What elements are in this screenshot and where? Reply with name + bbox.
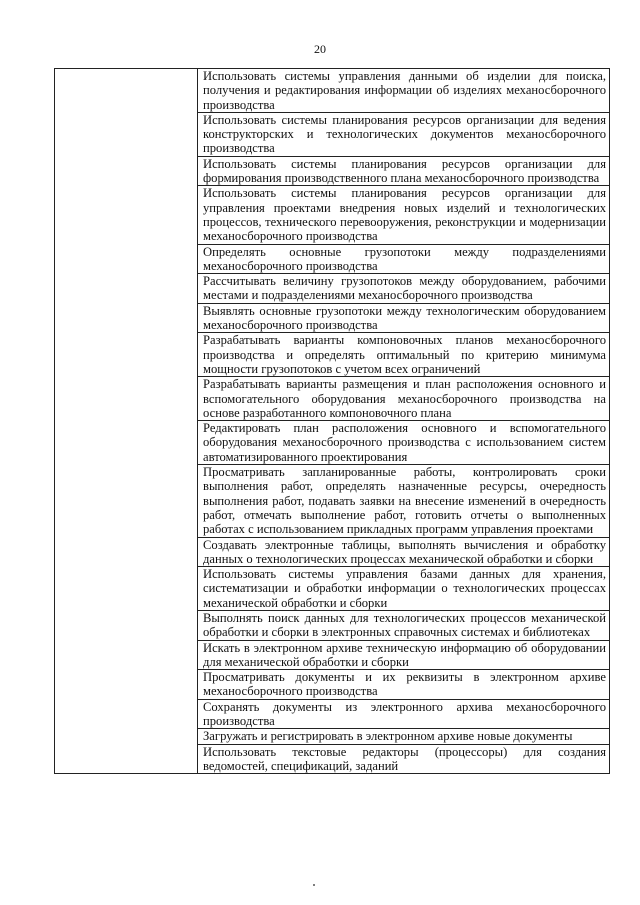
- skill-cell: [198, 729, 610, 744]
- scan-speck: [313, 884, 315, 886]
- skill-text: Выполнять поиск данных для технологических процессов механической обработки и сборки в электронных справочных системах и библиотеках: [203, 610, 606, 640]
- skill-cell: [198, 465, 610, 537]
- skill-cell: [198, 186, 610, 244]
- skill-cell: [198, 69, 610, 113]
- skill-text: Разрабатывать варианты размещения и план расположения основного и вспомогательного оборудования механосборочного производства на основе разработанного компоновочного плана: [203, 377, 606, 420]
- skill-cell: [198, 610, 610, 640]
- skill-cell: [198, 421, 610, 465]
- skill-text: Просматривать запланированные работы, контролировать сроки выполнения работ, определять назначенные ресурсы, очередность выполнения работ, подавать заявки на внесение изменений в очередность работ, отмечать выполнение работ, готовить отчеты о выполненных работах с использованием прикладных программ управления проектами: [203, 465, 606, 537]
- skill-cell: [198, 537, 610, 567]
- skill-cell: [198, 333, 610, 377]
- skill-cell: [198, 670, 610, 700]
- skill-cell: [198, 744, 610, 774]
- skill-text: Использовать системы планирования ресурсов организации для формирования производственного плана механосборочного производства: [203, 156, 606, 186]
- skill-text: Выявлять основные грузопотоки между технологическим оборудованием механосборочного производства: [203, 303, 606, 333]
- skill-cell: [198, 274, 610, 304]
- skill-text: Загружать и регистрировать в электронном архиве новые документы: [203, 729, 573, 744]
- skill-cell: [198, 699, 610, 729]
- skill-text: Искать в электронном архиве техническую информацию об оборудовании для механической обработки и сборки: [203, 640, 606, 669]
- skill-text: Использовать системы планирования ресурсов организации для ведения конструкторских и технологических документов механосборочного производства: [203, 112, 606, 156]
- skill-cell: [198, 640, 610, 670]
- skills-table: [54, 68, 610, 774]
- skill-cell: [198, 244, 610, 274]
- skill-text: Использовать системы планирования ресурсов организации для управления проектами внедрения новых изделий и технологических процессов, технического перевооружения, реконструкции и модернизации механосборочного производства: [203, 186, 606, 244]
- skill-cell: [198, 567, 610, 611]
- skill-text: Использовать текстовые редакторы (процессоры) для создания ведомостей, спецификаций, заданий: [203, 744, 606, 773]
- table-row: [55, 69, 610, 113]
- skill-text: Просматривать документы и их реквизиты в электронном архиве механосборочного производства: [203, 670, 606, 699]
- skill-text: Использовать системы управления базами данных для хранения, систематизации и обработки информации о технологических процессах механической обработки и сборки: [203, 567, 606, 610]
- skill-text: Рассчитывать величину грузопотоков между оборудованием, рабочими местами и подразделениями механосборочного производства: [203, 274, 606, 303]
- empty-left-cell: [55, 69, 198, 774]
- skill-text: Использовать системы управления данными об изделии для поиска, получения и редактирования информации об изделиях механосборочного производства: [203, 69, 606, 112]
- skill-cell: [198, 156, 610, 186]
- skill-text: Создавать электронные таблицы, выполнять вычисления и обработку данных о технологических процессах механической обработки и сборки: [203, 537, 606, 566]
- skill-cell: [198, 112, 610, 156]
- skill-text: Определять основные грузопотоки между подразделениями механосборочного производства: [203, 244, 606, 273]
- skill-text: Редактировать план расположения основного и вспомогательного оборудования механосборочного производства с использованием систем автоматизированного проектирования: [203, 421, 606, 464]
- skill-cell: [198, 303, 610, 333]
- skill-cell: [198, 377, 610, 421]
- page-number: 20: [314, 42, 326, 56]
- skill-text: Сохранять документы из электронного архива механосборочного производства: [203, 699, 606, 729]
- skill-text: Разрабатывать варианты компоновочных планов механосборочного производства и определять оптимальный по критерию минимума мощности грузопотоков с учетом всех ограничений: [203, 333, 606, 376]
